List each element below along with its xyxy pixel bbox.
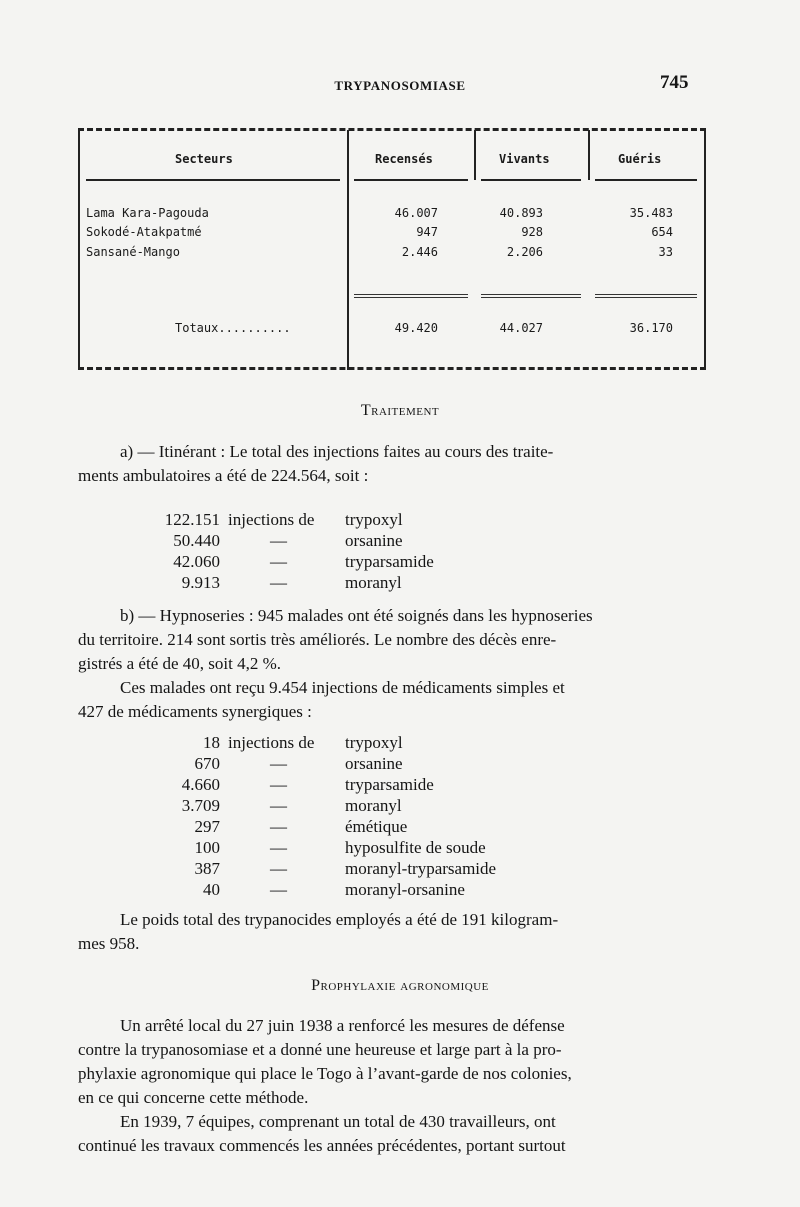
totals-double-rule [354, 294, 468, 298]
page-number: 745 [660, 72, 689, 93]
secteur-cell: Sansané-Mango [86, 245, 180, 259]
vivants-cell: 2.206 [506, 245, 543, 259]
gueris-cell: 33 [658, 245, 673, 259]
total-recenses: 49.420 [394, 321, 438, 335]
injection-separator: — [270, 838, 287, 857]
totals-double-rule [481, 294, 581, 298]
injection-separator: — [270, 775, 287, 794]
paragraph-line: du territoire. 214 sont sortis très améliorés. Le nombre des décès enre- [78, 630, 557, 649]
injection-count: 18 [203, 733, 220, 752]
header-rule [481, 179, 581, 181]
header-rule [595, 179, 697, 181]
drug-name: hyposulfite de soude [345, 838, 486, 857]
table-top-rule [78, 128, 706, 131]
table-column-divider [474, 130, 476, 180]
drug-name: tryparsamide [345, 775, 434, 794]
table-bottom-rule [78, 367, 706, 370]
table-border-left [78, 130, 80, 370]
drug-name: moranyl-orsanine [345, 880, 465, 899]
injection-count: 40 [203, 880, 220, 899]
recenses-cell: 2.446 [401, 245, 438, 259]
recenses-cell: 46.007 [394, 206, 438, 220]
paragraph-line: phylaxie agronomique qui place le Togo à l’avant-garde de nos colonies, [78, 1064, 572, 1083]
injection-separator: injections de [228, 510, 315, 529]
drug-name: émétique [345, 817, 408, 836]
drug-name: orsanine [345, 754, 403, 773]
paragraph-line: gistrés a été de 40, soit 4,2 %. [78, 654, 282, 673]
injection-separator: — [270, 880, 287, 899]
section-heading-traitement: Traitement [360, 402, 440, 419]
injection-count: 100 [194, 838, 220, 857]
drug-name: trypoxyl [345, 510, 403, 529]
paragraph-line: b) — Hypnoseries : 945 malades ont été soignés dans les hypnoseries [120, 606, 593, 625]
injection-separator: — [270, 573, 287, 592]
injection-count: 42.060 [173, 552, 220, 571]
injection-separator: — [270, 817, 287, 836]
column-header-recenses: Recensés [375, 152, 433, 166]
secteur-cell: Lama Kara-Pagouda [86, 206, 209, 220]
vivants-cell: 928 [521, 225, 543, 239]
totals-label: Totaux.......... [175, 321, 291, 335]
injection-separator: injections de [228, 733, 315, 752]
running-title: TRYPANOSOMIASE [334, 78, 466, 93]
drug-name: tryparsamide [345, 552, 434, 571]
injection-count: 387 [194, 859, 220, 878]
drug-name: moranyl [345, 796, 402, 815]
paragraph-line: mes 958. [78, 934, 140, 953]
paragraph-line: Ces malades ont reçu 9.454 injections de médicaments simples et [120, 678, 565, 697]
injection-separator: — [270, 552, 287, 571]
totals-double-rule [595, 294, 697, 298]
drug-name: moranyl-tryparsamide [345, 859, 497, 878]
section-heading-prophylaxie: Prophylaxie agronomique [311, 977, 489, 994]
injection-count: 122.151 [164, 510, 220, 529]
column-header-secteurs: Secteurs [175, 152, 233, 166]
table-border-right [704, 130, 706, 370]
header-rule [86, 179, 340, 181]
table-column-divider [347, 130, 349, 370]
statistics-table [78, 122, 706, 375]
paragraph-line: en ce qui concerne cette méthode. [78, 1088, 309, 1107]
paragraph-line: a) — Itinérant : Le total des injections faites au cours des traite- [120, 442, 554, 461]
table-column-divider [588, 130, 590, 180]
gueris-cell: 35.483 [629, 206, 673, 220]
drug-name: trypoxyl [345, 733, 403, 752]
header-rule [354, 179, 468, 181]
paragraph-line: contre la trypanosomiase et a donné une heureuse et large part à la pro- [78, 1040, 562, 1059]
injection-count: 3.709 [181, 796, 220, 815]
injection-separator: — [270, 531, 287, 550]
paragraph-line: 427 de médicaments synergiques : [78, 702, 312, 721]
recenses-cell: 947 [416, 225, 438, 239]
injection-count: 670 [194, 754, 220, 773]
paragraph-line: En 1939, 7 équipes, comprenant un total de 430 travailleurs, ont [120, 1112, 556, 1131]
column-header-gueris: Guéris [618, 152, 662, 166]
column-header-vivants: Vivants [499, 152, 550, 166]
drug-name: orsanine [345, 531, 403, 550]
total-gueris: 36.170 [629, 321, 673, 335]
injection-separator: — [270, 859, 287, 878]
total-vivants: 44.027 [499, 321, 543, 335]
injection-separator: — [270, 796, 287, 815]
paragraph-line: Le poids total des trypanocides employés a été de 191 kilogram- [120, 910, 559, 929]
injection-count: 50.440 [173, 531, 220, 550]
paragraph-line: continué les travaux commencés les années précédentes, portant surtout [78, 1136, 566, 1155]
secteur-cell: Sokodé-Atakpatmé [86, 225, 202, 239]
vivants-cell: 40.893 [499, 206, 543, 220]
paragraph-line: Un arrêté local du 27 juin 1938 a renforcé les mesures de défense [120, 1016, 565, 1035]
paragraph-line: ments ambulatoires a été de 224.564, soit : [78, 466, 369, 485]
injection-separator: — [270, 754, 287, 773]
injection-count: 297 [194, 817, 220, 836]
injection-count: 4.660 [181, 775, 220, 794]
gueris-cell: 654 [651, 225, 673, 239]
drug-name: moranyl [345, 573, 402, 592]
injection-count: 9.913 [181, 573, 220, 592]
